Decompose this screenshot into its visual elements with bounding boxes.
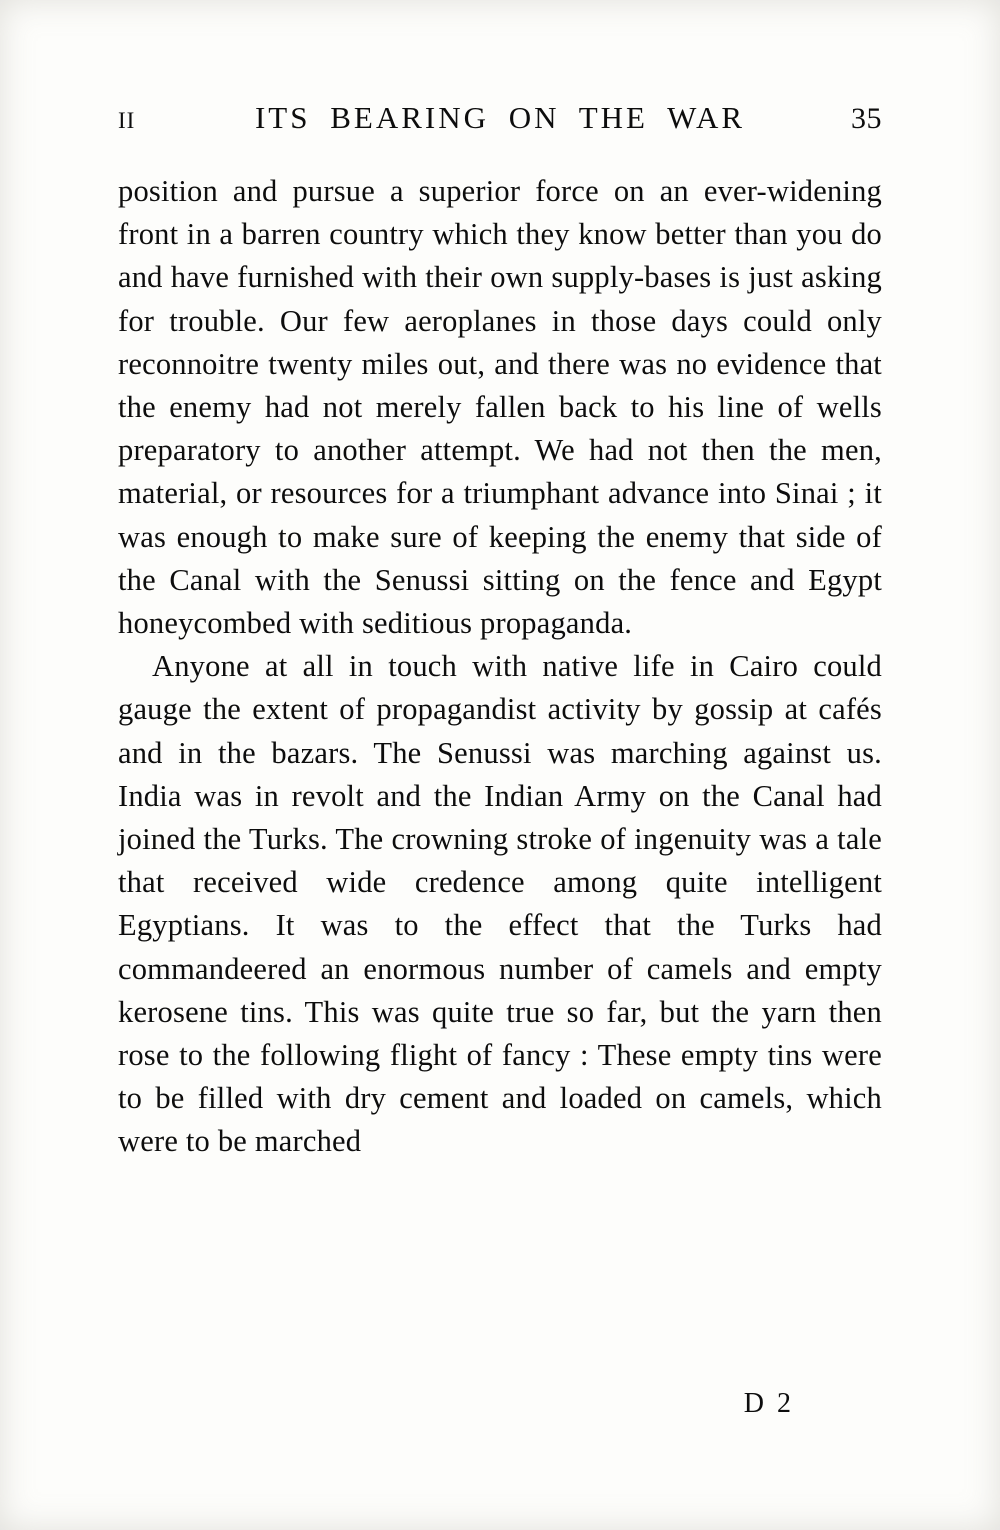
page-content [118, 100, 882, 1419]
chapter-number: II [118, 108, 136, 133]
paragraph: position and pursue a superior force on an ever-widening front in a barren country which they know better than you do and have furnished with their own supply-bases is just asking for trouble. Our few aeroplanes in those days could only reconnoitre twenty miles out, and there was no evidence that the enemy had not merely fallen back to his line of wells preparatory to another attempt. We had not then the men, material, or resources for a triumphant advance into Sinai ; it was enough to make sure of keeping the enemy that side of the Canal with the Senussi sitting on the fence and Egypt honeycombed with seditious propaganda. [118, 174, 882, 641]
signature-mark: D 2 [743, 1388, 794, 1419]
running-head-title: ITS BEARING ON THE WAR [254, 100, 746, 135]
paragraph: Anyone at all in touch with native life in Cairo could gauge the extent of propagandist activity by gossip at cafés and in the bazars. The Senussi was marching against us. India was in revolt and the Indian Army on the Canal had joined the Turks. The crowning stroke of ingenuity was a tale that received wide credence among quite intelligent Egyptians. It was to the effect that the Turks had commandeered an enormous number of camels and empty kerosene tins. This was quite true so far, but the yarn then rose to the following flight of fancy : These empty tins were to be filled with dry cement and loaded on camels, which were to be marched [118, 649, 882, 1159]
page-number: 35 [851, 102, 882, 135]
running-head [118, 100, 882, 136]
